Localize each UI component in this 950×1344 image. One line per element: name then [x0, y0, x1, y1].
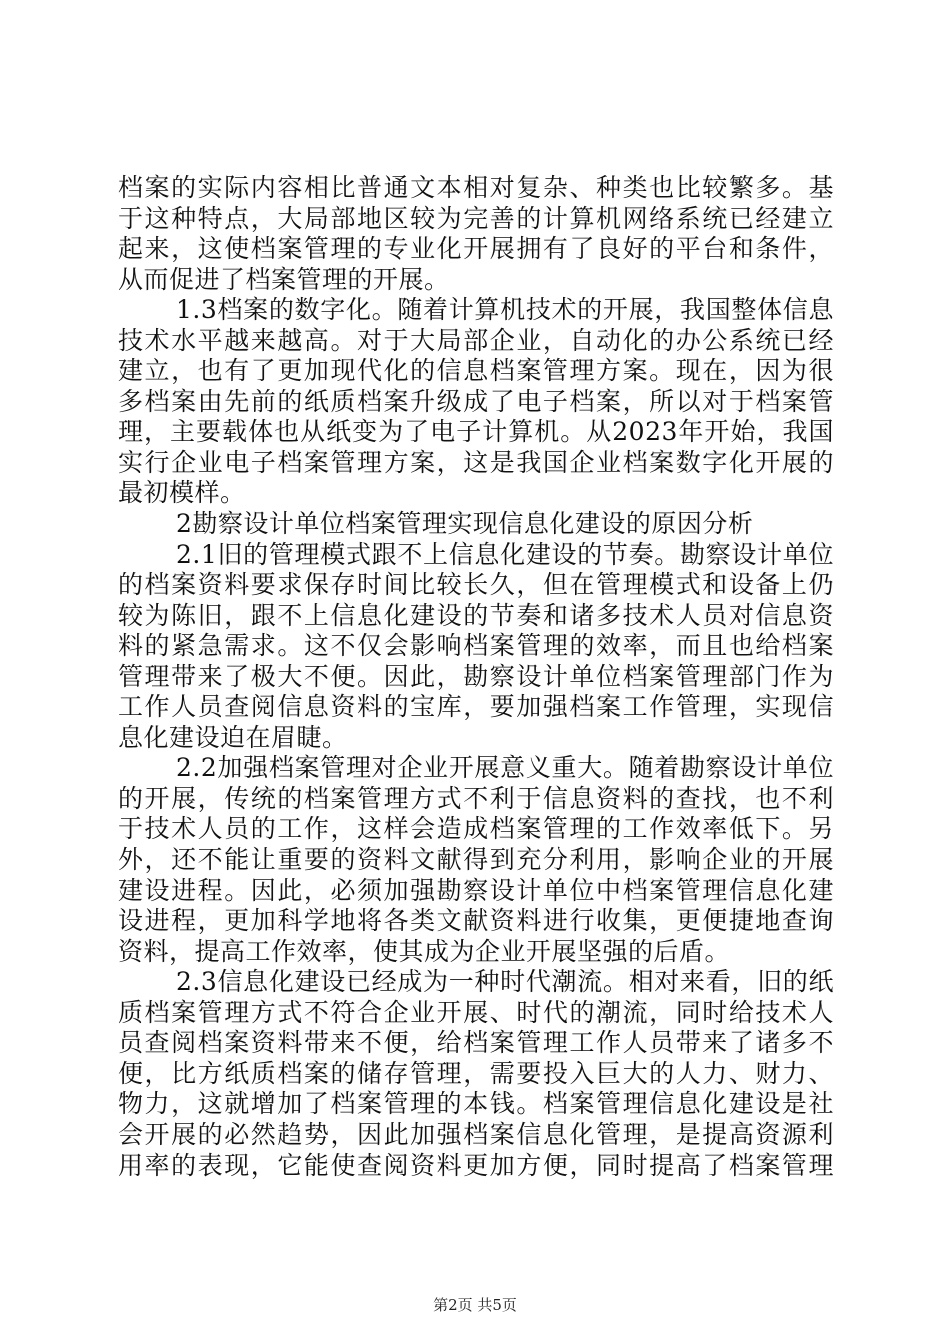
- text-line: 理，主要载体也从纸变为了电子计算机。从2023年开始，我国: [118, 417, 834, 447]
- text-line: 设进程，更加科学地将各类文献资料进行收集，更便捷地查询: [118, 906, 834, 936]
- text-line: 员查阅档案资料带来不便，给档案管理工作人员带来了诸多不: [118, 1028, 834, 1058]
- text-line: 技术水平越来越高。对于大局部企业，自动化的办公系统已经: [118, 325, 834, 355]
- paragraph-first-line: 2.2加强档案管理对企业开展意义重大。随着勘察设计单位: [176, 753, 834, 783]
- text-line: 外，还不能让重要的资料文献得到充分利用，影响企业的开展: [118, 845, 834, 875]
- text-line: 工作人员查阅信息资料的宝库，要加强档案工作管理，实现信: [118, 692, 834, 722]
- text-line: 的档案资料要求保存时间比较长久，但在管理模式和设备上仍: [118, 570, 834, 600]
- paragraph-first-line: 2.3信息化建设已经成为一种时代潮流。相对来看，旧的纸: [176, 967, 834, 997]
- page-footer: 第2页 共5页: [433, 1296, 517, 1314]
- text-line: 从而促进了档案管理的开展。: [118, 264, 450, 294]
- text-line: 料的紧急需求。这不仅会影响档案管理的效率，而且也给档案: [118, 631, 834, 661]
- text-line: 用率的表现，它能使查阅资料更加方便，同时提高了档案管理: [118, 1150, 834, 1180]
- text-line: 于技术人员的工作，这样会造成档案管理的工作效率低下。另: [118, 814, 834, 844]
- text-line: 的开展，传统的档案管理方式不利于信息资料的查找，也不利: [118, 783, 834, 813]
- paragraph-first-line: 2.1旧的管理模式跟不上信息化建设的节奏。勘察设计单位: [176, 539, 834, 569]
- text-line: 资料，提高工作效率，使其成为企业开展坚强的后盾。: [118, 936, 731, 966]
- text-line: 会开展的必然趋势，因此加强档案信息化管理，是提高资源利: [118, 1119, 834, 1149]
- text-line: 于这种特点，大局部地区较为完善的计算机网络系统已经建立: [118, 203, 834, 233]
- paragraph-first-line: 2勘察设计单位档案管理实现信息化建设的原因分析: [176, 509, 754, 539]
- text-line: 建立，也有了更加现代化的信息档案管理方案。现在，因为很: [118, 356, 834, 386]
- text-line: 质档案管理方式不符合企业开展、时代的潮流，同时给技术人: [118, 997, 834, 1027]
- text-line: 多档案由先前的纸质档案升级成了电子档案，所以对于档案管: [118, 386, 834, 416]
- text-line: 息化建设迫在眉睫。: [118, 722, 348, 752]
- text-line: 管理带来了极大不便。因此，勘察设计单位档案管理部门作为: [118, 661, 834, 691]
- text-line: 物力，这就增加了档案管理的本钱。档案管理信息化建设是社: [118, 1089, 834, 1119]
- text-line: 实行企业电子档案管理方案，这是我国企业档案数字化开展的: [118, 447, 834, 477]
- paragraph-first-line: 1.3档案的数字化。随着计算机技术的开展，我国整体信息: [176, 295, 834, 325]
- text-line: 较为陈旧，跟不上信息化建设的节奏和诸多技术人员对信息资: [118, 600, 834, 630]
- document-body: [118, 173, 834, 1181]
- text-line: 最初模样。: [118, 478, 246, 508]
- text-line: 便，比方纸质档案的储存管理，需要投入巨大的人力、财力、: [118, 1058, 834, 1088]
- text-line: 起来，这使档案管理的专业化开展拥有了良好的平台和条件，: [118, 234, 834, 264]
- text-line: 建设进程。因此，必须加强勘察设计单位中档案管理信息化建: [118, 875, 834, 905]
- text-line: 档案的实际内容相比普通文本相对复杂、种类也比较繁多。基: [118, 173, 834, 202]
